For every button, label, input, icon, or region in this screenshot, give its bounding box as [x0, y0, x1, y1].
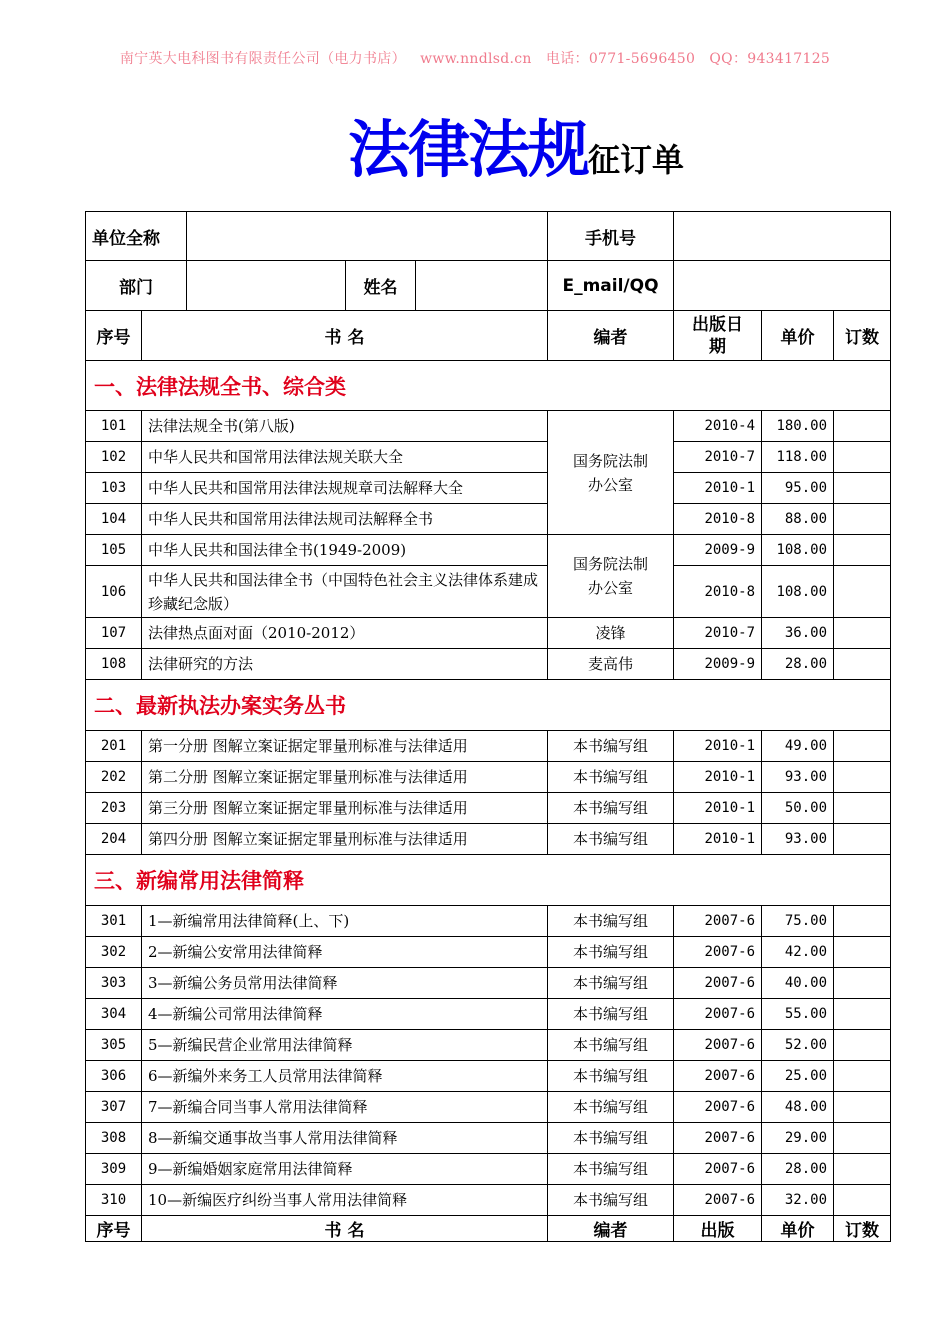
book-qty-field[interactable] [834, 999, 891, 1030]
dept-field[interactable] [187, 261, 346, 311]
book-author: 国务院法制办公室 [548, 535, 674, 618]
book-author: 国务院法制办公室 [548, 411, 674, 535]
book-no: 201 [86, 731, 142, 762]
order-form-table [85, 211, 891, 1242]
book-no: 105 [86, 535, 142, 566]
book-author: 本书编写组 [548, 793, 674, 824]
book-title: 中华人民共和国法律全书（中国特色社会主义法律体系建成珍藏纪念版） [142, 566, 548, 618]
table-row [86, 535, 891, 566]
book-title: 第一分册 图解立案证据定罪量刑标准与法律适用 [142, 731, 548, 762]
book-date: 2007-6 [674, 968, 762, 999]
book-price: 28.00 [762, 649, 834, 680]
table-row [86, 1030, 891, 1061]
footer-col-date: 出版 [674, 1216, 762, 1242]
footer-col-title: 书 名 [142, 1216, 548, 1242]
book-date: 2010-1 [674, 473, 762, 504]
book-date: 2007-6 [674, 906, 762, 937]
book-price: 75.00 [762, 906, 834, 937]
book-author: 本书编写组 [548, 824, 674, 855]
email-label: E_mail/QQ [548, 261, 674, 311]
unit-label: 单位全称 [86, 212, 187, 261]
book-qty-field[interactable] [834, 566, 891, 618]
col-title: 书 名 [142, 311, 548, 361]
book-title: 9—新编婚姻家庭常用法律简释 [142, 1154, 548, 1185]
book-price: 50.00 [762, 793, 834, 824]
unit-field[interactable] [187, 212, 548, 261]
book-author: 本书编写组 [548, 1030, 674, 1061]
col-author: 编者 [548, 311, 674, 361]
book-price: 93.00 [762, 762, 834, 793]
table-row [86, 1061, 891, 1092]
book-title: 中华人民共和国常用法律法规关联大全 [142, 442, 548, 473]
book-date: 2010-1 [674, 731, 762, 762]
section-heading: 三、新编常用法律简释 [86, 855, 891, 906]
page-title [348, 100, 685, 186]
book-qty-field[interactable] [834, 762, 891, 793]
book-date: 2010-8 [674, 566, 762, 618]
book-title: 8—新编交通事故当事人常用法律简释 [142, 1123, 548, 1154]
book-price: 108.00 [762, 535, 834, 566]
book-author: 凌锋 [548, 618, 674, 649]
col-price: 单价 [762, 311, 834, 361]
book-no: 107 [86, 618, 142, 649]
book-title: 10—新编医疗纠纷当事人常用法律简释 [142, 1185, 548, 1216]
book-qty-field[interactable] [834, 504, 891, 535]
book-qty-field[interactable] [834, 442, 891, 473]
book-qty-field[interactable] [834, 731, 891, 762]
title-suffix: 征订单 [588, 141, 685, 179]
book-author: 本书编写组 [548, 731, 674, 762]
column-header-row [86, 311, 891, 361]
section-heading: 二、最新执法办案实务丛书 [86, 680, 891, 731]
table-row [86, 762, 891, 793]
section-heading-row [86, 680, 891, 731]
table-row [86, 618, 891, 649]
book-price: 93.00 [762, 824, 834, 855]
book-qty-field[interactable] [834, 1154, 891, 1185]
name-label: 姓名 [346, 261, 416, 311]
book-price: 49.00 [762, 731, 834, 762]
book-date: 2007-6 [674, 1061, 762, 1092]
book-author: 本书编写组 [548, 999, 674, 1030]
book-date: 2007-6 [674, 1123, 762, 1154]
book-date: 2007-6 [674, 937, 762, 968]
table-row [86, 793, 891, 824]
book-title: 3—新编公务员常用法律简释 [142, 968, 548, 999]
book-title: 中华人民共和国常用法律法规规章司法解释大全 [142, 473, 548, 504]
book-title: 2—新编公安常用法律简释 [142, 937, 548, 968]
book-qty-field[interactable] [834, 793, 891, 824]
book-title: 7—新编合同当事人常用法律简释 [142, 1092, 548, 1123]
book-author: 本书编写组 [548, 1092, 674, 1123]
footer-col-price: 单价 [762, 1216, 834, 1242]
book-price: 48.00 [762, 1092, 834, 1123]
footer-col-qty: 订数 [834, 1216, 891, 1242]
col-no: 序号 [86, 311, 142, 361]
section-heading: 一、法律法规全书、综合类 [86, 361, 891, 411]
book-no: 308 [86, 1123, 142, 1154]
book-no: 306 [86, 1061, 142, 1092]
book-price: 25.00 [762, 1061, 834, 1092]
book-qty-field[interactable] [834, 824, 891, 855]
book-no: 106 [86, 566, 142, 618]
page-header: 南宁英大电科图书有限责任公司（电力书店） www.nndlsd.cn 电话：0771-5696450 QQ：943417125 [119, 51, 831, 67]
book-title: 6—新编外来务工人员常用法律简释 [142, 1061, 548, 1092]
table-row [86, 1123, 891, 1154]
dept-label: 部门 [86, 261, 187, 311]
name-field[interactable] [416, 261, 548, 311]
book-title: 法律研究的方法 [142, 649, 548, 680]
book-price: 108.00 [762, 566, 834, 618]
email-field[interactable] [674, 261, 891, 311]
book-title: 5—新编民营企业常用法律简释 [142, 1030, 548, 1061]
table-row [86, 1092, 891, 1123]
book-qty-field[interactable] [834, 411, 891, 442]
book-price: 88.00 [762, 504, 834, 535]
book-price: 36.00 [762, 618, 834, 649]
book-qty-field[interactable] [834, 937, 891, 968]
book-date: 2010-1 [674, 762, 762, 793]
book-author: 麦高伟 [548, 649, 674, 680]
book-date: 2010-1 [674, 793, 762, 824]
book-date: 2010-7 [674, 618, 762, 649]
book-title: 第四分册 图解立案证据定罪量刑标准与法律适用 [142, 824, 548, 855]
table-row [86, 731, 891, 762]
table-row [86, 999, 891, 1030]
book-date: 2009-9 [674, 649, 762, 680]
book-qty-field[interactable] [834, 1123, 891, 1154]
book-date: 2007-6 [674, 1092, 762, 1123]
book-no: 204 [86, 824, 142, 855]
title-main: 法律法规 [348, 113, 589, 186]
book-no: 304 [86, 999, 142, 1030]
book-title: 1—新编常用法律简释(上、下) [142, 906, 548, 937]
table-row [86, 906, 891, 937]
book-date: 2010-4 [674, 411, 762, 442]
book-author: 本书编写组 [548, 1061, 674, 1092]
table-row [86, 824, 891, 855]
table-row [86, 411, 891, 442]
book-qty-field[interactable] [834, 649, 891, 680]
table-row [86, 473, 891, 504]
phone-label: 手机号 [548, 212, 674, 261]
book-no: 203 [86, 793, 142, 824]
book-author: 本书编写组 [548, 968, 674, 999]
table-row [86, 566, 891, 618]
book-no: 307 [86, 1092, 142, 1123]
book-price: 95.00 [762, 473, 834, 504]
book-author: 本书编写组 [548, 1123, 674, 1154]
book-author: 本书编写组 [548, 762, 674, 793]
col-qty: 订数 [834, 311, 891, 361]
footer-col-no: 序号 [86, 1216, 142, 1242]
book-no: 103 [86, 473, 142, 504]
book-title: 第二分册 图解立案证据定罪量刑标准与法律适用 [142, 762, 548, 793]
book-qty-field[interactable] [834, 535, 891, 566]
book-date: 2010-8 [674, 504, 762, 535]
book-no: 101 [86, 411, 142, 442]
book-no: 102 [86, 442, 142, 473]
book-no: 202 [86, 762, 142, 793]
book-date: 2009-9 [674, 535, 762, 566]
book-price: 28.00 [762, 1154, 834, 1185]
book-title: 法律热点面对面（2010-2012） [142, 618, 548, 649]
col-date: 出版日期 [674, 311, 762, 361]
book-date: 2010-1 [674, 824, 762, 855]
book-date: 2007-6 [674, 999, 762, 1030]
book-price: 118.00 [762, 442, 834, 473]
book-author: 本书编写组 [548, 906, 674, 937]
table-row [86, 649, 891, 680]
table-row [86, 442, 891, 473]
book-title: 中华人民共和国法律全书(1949-2009) [142, 535, 548, 566]
book-qty-field[interactable] [834, 1092, 891, 1123]
table-row [86, 1154, 891, 1185]
table-row [86, 1185, 891, 1216]
book-no: 108 [86, 649, 142, 680]
footer-col-author: 编者 [548, 1216, 674, 1242]
section-heading-row [86, 361, 891, 411]
book-qty-field[interactable] [834, 1185, 891, 1216]
book-price: 180.00 [762, 411, 834, 442]
book-no: 302 [86, 937, 142, 968]
book-price: 42.00 [762, 937, 834, 968]
phone-field[interactable] [674, 212, 891, 261]
book-author: 本书编写组 [548, 1154, 674, 1185]
table-row [86, 937, 891, 968]
book-price: 32.00 [762, 1185, 834, 1216]
book-author: 本书编写组 [548, 1185, 674, 1216]
book-qty-field[interactable] [834, 473, 891, 504]
book-price: 40.00 [762, 968, 834, 999]
book-title: 中华人民共和国常用法律法规司法解释全书 [142, 504, 548, 535]
book-date: 2010-7 [674, 442, 762, 473]
book-no: 301 [86, 906, 142, 937]
book-date: 2007-6 [674, 1154, 762, 1185]
book-date: 2007-6 [674, 1030, 762, 1061]
footer-header-row [86, 1216, 891, 1242]
book-no: 310 [86, 1185, 142, 1216]
book-date: 2007-6 [674, 1185, 762, 1216]
book-title: 4—新编公司常用法律简释 [142, 999, 548, 1030]
book-title: 第三分册 图解立案证据定罪量刑标准与法律适用 [142, 793, 548, 824]
book-no: 104 [86, 504, 142, 535]
book-qty-field[interactable] [834, 906, 891, 937]
book-no: 303 [86, 968, 142, 999]
book-price: 55.00 [762, 999, 834, 1030]
book-author: 本书编写组 [548, 937, 674, 968]
book-no: 309 [86, 1154, 142, 1185]
book-price: 29.00 [762, 1123, 834, 1154]
table-row [86, 968, 891, 999]
book-qty-field[interactable] [834, 618, 891, 649]
book-no: 305 [86, 1030, 142, 1061]
table-row [86, 504, 891, 535]
section-heading-row [86, 855, 891, 906]
book-qty-field[interactable] [834, 1061, 891, 1092]
book-title: 法律法规全书(第八版) [142, 411, 548, 442]
book-price: 52.00 [762, 1030, 834, 1061]
book-qty-field[interactable] [834, 1030, 891, 1061]
book-qty-field[interactable] [834, 968, 891, 999]
